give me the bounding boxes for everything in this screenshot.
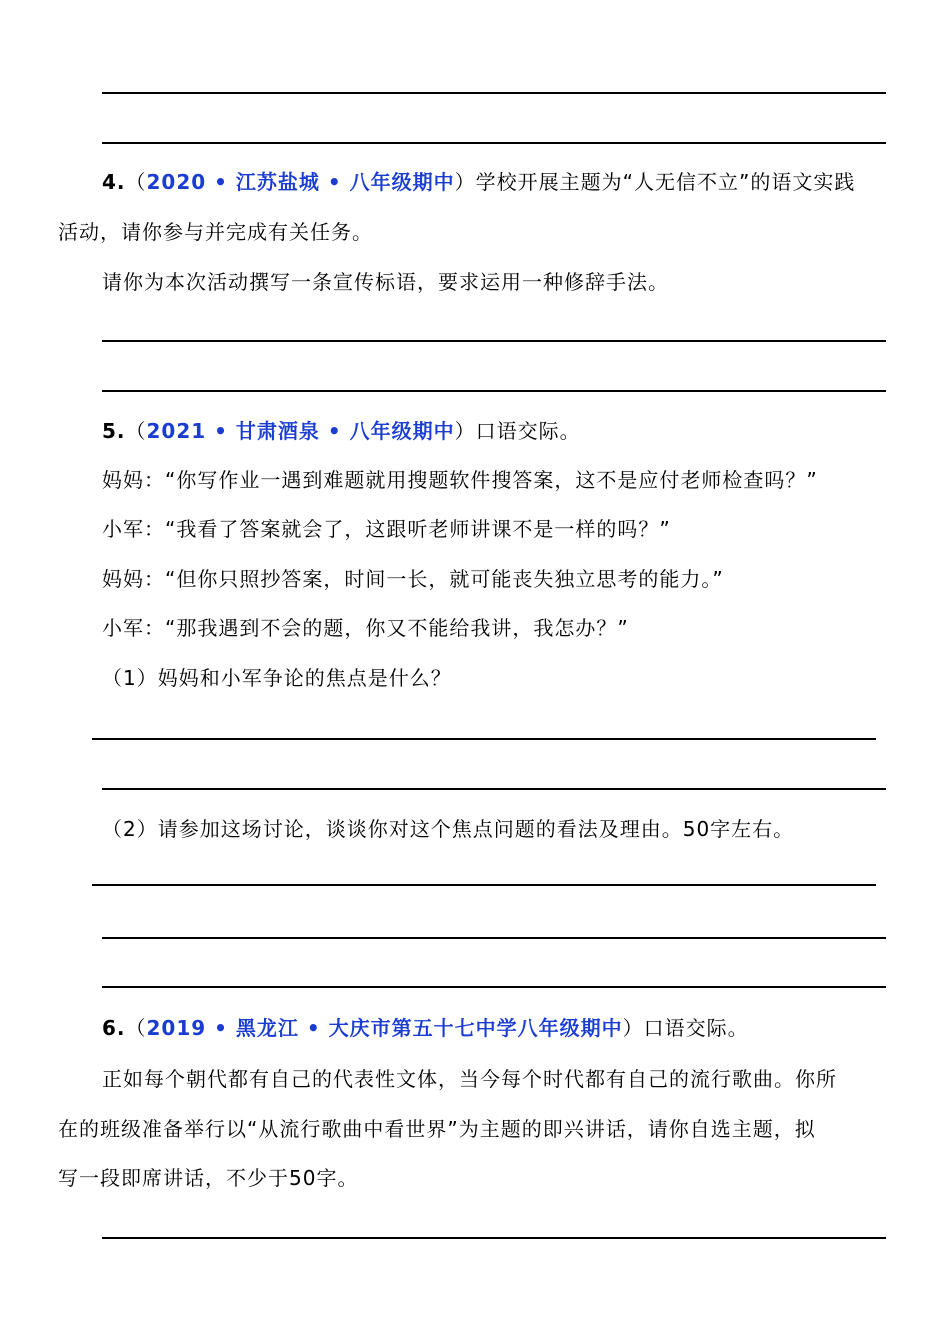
- q6-para-line1: 正如每个朝代都有自己的代表性文体，当今每个时代都有自己的流行歌曲。你所: [102, 1067, 837, 1091]
- answer-line[interactable]: [102, 142, 886, 144]
- q6-source: 2019 • 黑龙江 • 大庆市第五十七中学八年级期中: [146, 1016, 623, 1040]
- q5-dialogue-line: 妈妈：“但你只照抄答案，时间一长，就可能丧失独立思考的能力。”: [102, 567, 724, 591]
- q5-sub2: （2）请参加这场讨论，谈谈你对这个焦点问题的看法及理由。50字左右。: [102, 817, 795, 841]
- q6-number: 6.: [102, 1016, 126, 1040]
- q4-header: 4.（2020 • 江苏盐城 • 八年级期中）学校开展主题为“人无信不立”的语文实践: [102, 170, 856, 194]
- q5-source: 2021 • 甘肃酒泉 • 八年级期中: [146, 419, 455, 443]
- q6-para-line2: 在的班级准备举行以“从流行歌曲中看世界”为主题的即兴讲话，请你自选主题，拟: [58, 1117, 816, 1141]
- answer-line[interactable]: [92, 884, 876, 886]
- q5-sub1: （1）妈妈和小军争论的焦点是什么？: [102, 666, 452, 690]
- answer-line[interactable]: [102, 1237, 886, 1239]
- q4-source: 2020 • 江苏盐城 • 八年级期中: [146, 170, 455, 194]
- answer-line[interactable]: [102, 92, 886, 94]
- q5-dialogue-line: 小军：“我看了答案就会了，这跟听老师讲课不是一样的吗？”: [102, 517, 671, 541]
- answer-line[interactable]: [92, 738, 876, 740]
- q5-dialogue-line: 妈妈：“你写作业一遇到难题就用搜题软件搜答案，这不是应付老师检查吗？”: [102, 468, 818, 492]
- answer-line[interactable]: [102, 340, 886, 342]
- q5-dialogue-line: 小军：“那我遇到不会的题，你又不能给我讲，我怎办？”: [102, 616, 629, 640]
- q4-number: 4.: [102, 170, 126, 194]
- answer-line[interactable]: [102, 390, 886, 392]
- answer-line[interactable]: [102, 937, 886, 939]
- answer-line[interactable]: [102, 986, 886, 988]
- q6-para-line3: 写一段即席讲话，不少于50字。: [58, 1166, 359, 1190]
- q4-stem-line2: 活动，请你参与并完成有关任务。: [58, 220, 373, 244]
- q5-number: 5.: [102, 419, 126, 443]
- q5-header: 5.（2021 • 甘肃酒泉 • 八年级期中）口语交际。: [102, 419, 581, 443]
- q4-stem-line1: 学校开展主题为“人无信不立”的语文实践: [475, 170, 856, 194]
- answer-line[interactable]: [102, 788, 886, 790]
- q6-header: 6.（2019 • 黑龙江 • 大庆市第五十七中学八年级期中）口语交际。: [102, 1016, 749, 1040]
- q4-task: 请你为本次活动撰写一条宣传标语，要求运用一种修辞手法。: [102, 270, 669, 294]
- q5-stem: 口语交际。: [475, 419, 581, 443]
- q6-stem: 口语交际。: [643, 1016, 749, 1040]
